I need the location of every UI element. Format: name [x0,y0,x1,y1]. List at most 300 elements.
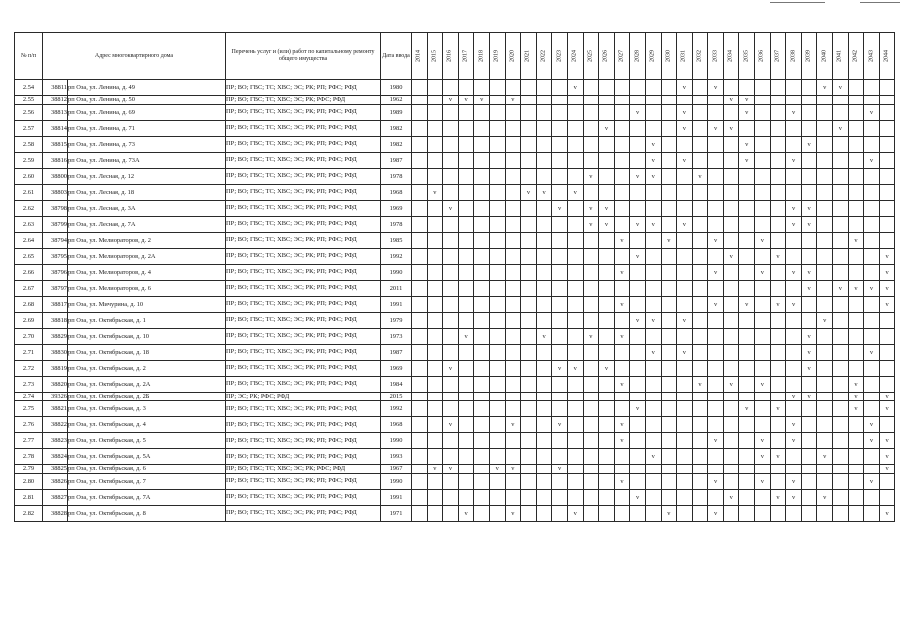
year-cell-2038 [786,152,802,168]
year-cell-2042 [848,264,864,280]
planned-mark: v [651,316,655,324]
header-year-2041 [833,33,849,80]
year-label: 2036 [758,50,765,62]
year-cell-2021 [521,232,537,248]
year-cell-2028 [630,168,646,184]
year-cell-2020 [505,232,521,248]
house-address: рп Оза, ул. Октябрьская, д. 7А [68,489,226,505]
year-cell-2026 [599,168,615,184]
year-cell-2041 [833,465,849,474]
year-cell-2016 [443,449,459,465]
year-cell-2020 [505,96,521,105]
year-cell-2017 [458,280,474,296]
planned-mark: v [838,124,842,132]
year-cell-2015 [427,200,443,216]
year-cell-2026 [599,392,615,401]
year-cell-2015 [427,248,443,264]
year-cell-2014 [412,248,428,264]
year-cell-2040 [817,248,833,264]
works-list: ПР; ВО; ГВС; ТС; ХВС; ЭС; РК; РП; РФС; РФД [226,417,381,433]
planned-mark: v [620,300,624,308]
year-cell-2017 [458,216,474,232]
year-cell-2033 [708,232,724,248]
year-cell-2033 [708,152,724,168]
year-cell-2044 [879,360,895,376]
year-cell-2014 [412,96,428,105]
header-address: Адрес многоквартирного дома [43,33,226,80]
year-cell-2022 [536,473,552,489]
year-label: 2020 [509,50,516,62]
year-cell-2025 [583,248,599,264]
year-cell-2041 [833,360,849,376]
year-cell-2031 [677,312,693,328]
year-cell-2017 [458,248,474,264]
year-label: 2027 [618,50,625,62]
year-cell-2037 [770,216,786,232]
house-address: рп Оза, ул. Октябрьская, д. 4 [68,417,226,433]
year-cell-2026 [599,489,615,505]
works-list: ПР; ВО; ГВС; ТС; ХВС; ЭС; РК; РП; РФС; РФД [226,104,381,120]
year-cell-2018 [474,465,490,474]
year-cell-2029 [645,184,661,200]
year-cell-2044 [879,433,895,449]
year-cell-2039 [801,136,817,152]
year-cell-2044 [879,280,895,296]
year-cell-2029 [645,360,661,376]
year-cell-2030 [661,168,677,184]
year-cell-2030 [661,120,677,136]
year-cell-2038 [786,96,802,105]
year-cell-2041 [833,401,849,417]
year-cell-2031 [677,136,693,152]
planned-mark: v [791,493,796,501]
year-cell-2033 [708,248,724,264]
planned-mark: v [573,84,577,91]
planned-mark: v [807,204,811,212]
planned-mark: v [869,477,874,485]
year-cell-2031 [677,216,693,232]
year-cell-2021 [521,505,537,521]
year-cell-2038 [786,465,802,474]
year-cell-2014 [412,280,428,296]
row-number: 2.81 [15,489,43,505]
year-label: 2025 [587,50,594,62]
year-cell-2027 [614,489,630,505]
year-cell-2022 [536,168,552,184]
planned-mark: v [823,316,827,324]
year-cell-2041 [833,96,849,105]
year-cell-2035 [739,465,755,474]
year-cell-2031 [677,168,693,184]
year-cell-2030 [661,184,677,200]
year-cell-2020 [505,168,521,184]
year-cell-2024 [567,136,583,152]
year-cell-2043 [864,168,880,184]
planned-mark: v [651,453,655,460]
year-cell-2020 [505,328,521,344]
year-built: 1991 [381,489,412,505]
year-cell-2036 [755,80,771,96]
year-cell-2033 [708,417,724,433]
year-cell-2032 [692,392,708,401]
year-cell-2039 [801,328,817,344]
house-address: рп Оза, ул. Октябрьская, д. 18 [68,344,226,360]
year-cell-2035 [739,248,755,264]
year-cell-2027 [614,465,630,474]
year-cell-2031 [677,96,693,105]
year-cell-2020 [505,360,521,376]
year-cell-2024 [567,184,583,200]
year-cell-2014 [412,449,428,465]
year-cell-2019 [489,96,505,105]
year-label: 2041 [836,50,843,62]
year-cell-2026 [599,376,615,392]
year-label: 2043 [868,50,875,62]
year-cell-2037 [770,296,786,312]
year-cell-2029 [645,392,661,401]
planned-mark: v [791,300,796,308]
year-cell-2044 [879,104,895,120]
year-cell-2022 [536,152,552,168]
year-cell-2042 [848,505,864,521]
planned-mark: v [776,453,780,460]
year-cell-2025 [583,232,599,248]
year-cell-2037 [770,473,786,489]
planned-mark: v [448,96,453,104]
year-cell-2022 [536,360,552,376]
house-address: рп Оза, ул. Октябрьская, д. 10 [68,328,226,344]
year-cell-2037 [770,248,786,264]
year-cell-2029 [645,401,661,417]
house-id: 38811 [43,80,68,96]
year-cell-2028 [630,505,646,521]
year-cell-2042 [848,449,864,465]
year-cell-2042 [848,152,864,168]
year-built: 1971 [381,505,412,521]
planned-mark: v [729,96,733,104]
year-cell-2016 [443,96,459,105]
year-cell-2039 [801,120,817,136]
year-cell-2033 [708,120,724,136]
year-label: 2030 [665,50,672,62]
house-id: 38823 [43,433,68,449]
planned-mark: v [620,380,624,388]
year-cell-2025 [583,104,599,120]
year-cell-2014 [412,392,428,401]
year-cell-2042 [848,120,864,136]
year-cell-2023 [552,168,568,184]
year-cell-2024 [567,248,583,264]
year-cell-2016 [443,232,459,248]
year-cell-2027 [614,200,630,216]
year-built: 1978 [381,216,412,232]
year-cell-2015 [427,449,443,465]
planned-mark: v [464,509,468,517]
year-label: 2026 [602,50,609,62]
year-cell-2027 [614,401,630,417]
year-cell-2023 [552,216,568,232]
year-cell-2016 [443,312,459,328]
year-cell-2034 [723,465,739,474]
year-cell-2027 [614,216,630,232]
house-address: рп Оза, ул. Лесная, д. 12 [68,168,226,184]
year-cell-2026 [599,264,615,280]
year-cell-2018 [474,80,490,96]
year-cell-2022 [536,280,552,296]
house-id: 38827 [43,489,68,505]
year-cell-2014 [412,417,428,433]
year-cell-2043 [864,312,880,328]
year-cell-2038 [786,473,802,489]
header-year-2035 [739,33,755,80]
house-id: 38794 [43,232,68,248]
year-cell-2031 [677,449,693,465]
house-address: рп Оза, ул. Ленина, д. 73 [68,136,226,152]
year-cell-2024 [567,168,583,184]
planned-mark: v [838,84,842,91]
row-number: 2.77 [15,433,43,449]
works-list: ПР; ВО; ГВС; ТС; ХВС; ЭС; РК; РП; РФС; РФД [226,232,381,248]
year-cell-2038 [786,136,802,152]
planned-mark: v [760,268,764,276]
year-cell-2018 [474,433,490,449]
table-body [15,80,895,522]
year-cell-2019 [489,376,505,392]
year-cell-2043 [864,473,880,489]
year-cell-2017 [458,376,474,392]
year-cell-2014 [412,152,428,168]
planned-mark: v [791,421,796,428]
planned-mark: v [667,509,671,517]
planned-mark: v [620,477,624,485]
header-year-2044 [879,33,895,80]
year-cell-2030 [661,248,677,264]
year-cell-2025 [583,296,599,312]
year-cell-2041 [833,280,849,296]
year-built: 1967 [381,465,412,474]
year-cell-2016 [443,168,459,184]
year-cell-2022 [536,184,552,200]
year-cell-2025 [583,376,599,392]
year-cell-2030 [661,136,677,152]
year-cell-2027 [614,184,630,200]
year-cell-2020 [505,376,521,392]
year-cell-2019 [489,216,505,232]
year-cell-2025 [583,216,599,232]
year-cell-2032 [692,184,708,200]
year-cell-2033 [708,280,724,296]
table-row [15,120,895,136]
year-cell-2036 [755,248,771,264]
house-id: 38830 [43,344,68,360]
works-list: ПР; ВО; ГВС; ТС; ХВС; ЭС; РК; РП; РФС; РФД [226,489,381,505]
year-cell-2033 [708,505,724,521]
year-cell-2043 [864,433,880,449]
year-cell-2040 [817,473,833,489]
year-cell-2036 [755,312,771,328]
year-cell-2043 [864,152,880,168]
year-cell-2042 [848,376,864,392]
planned-mark: v [542,332,546,340]
year-cell-2035 [739,136,755,152]
year-cell-2040 [817,200,833,216]
year-cell-2041 [833,505,849,521]
year-cell-2033 [708,216,724,232]
year-label: 2033 [712,50,719,62]
year-cell-2026 [599,280,615,296]
planned-mark: v [651,140,655,148]
year-cell-2030 [661,401,677,417]
year-cell-2030 [661,473,677,489]
header-year-2023 [552,33,568,80]
year-cell-2035 [739,168,755,184]
year-cell-2015 [427,152,443,168]
year-cell-2025 [583,120,599,136]
year-cell-2036 [755,96,771,105]
year-cell-2035 [739,296,755,312]
planned-mark: v [558,421,562,428]
year-cell-2040 [817,168,833,184]
house-id: 38825 [43,465,68,474]
house-id: 38795 [43,248,68,264]
year-cell-2036 [755,449,771,465]
year-cell-2036 [755,136,771,152]
year-label: 2016 [446,50,453,62]
year-cell-2018 [474,505,490,521]
header-year-2026 [599,33,615,80]
year-cell-2035 [739,417,755,433]
planned-mark: v [713,124,718,132]
planned-mark: v [511,96,515,104]
year-cell-2026 [599,232,615,248]
year-cell-2019 [489,433,505,449]
house-id: 38797 [43,280,68,296]
year-cell-2034 [723,104,739,120]
year-cell-2026 [599,96,615,105]
house-id: 38826 [43,473,68,489]
year-cell-2024 [567,312,583,328]
year-cell-2029 [645,417,661,433]
row-number: 2.73 [15,376,43,392]
header-number: № п/п [15,33,43,80]
year-cell-2040 [817,465,833,474]
year-cell-2033 [708,312,724,328]
year-built: 1993 [381,449,412,465]
year-cell-2036 [755,216,771,232]
year-cell-2044 [879,136,895,152]
year-cell-2018 [474,168,490,184]
year-cell-2034 [723,168,739,184]
year-cell-2044 [879,401,895,417]
year-cell-2035 [739,232,755,248]
house-address: рп Оза, ул. Ленина, д. 73А [68,152,226,168]
year-cell-2035 [739,120,755,136]
year-cell-2037 [770,344,786,360]
year-cell-2018 [474,104,490,120]
year-cell-2040 [817,96,833,105]
year-cell-2028 [630,216,646,232]
year-cell-2031 [677,328,693,344]
year-cell-2017 [458,505,474,521]
year-cell-2018 [474,392,490,401]
house-id: 38800 [43,168,68,184]
year-cell-2036 [755,168,771,184]
table-row [15,104,895,120]
year-cell-2032 [692,417,708,433]
year-cell-2026 [599,505,615,521]
works-list: ПР; ВО; ГВС; ТС; ХВС; ЭС; РК; РФС; РФД [226,465,381,474]
year-cell-2031 [677,104,693,120]
row-number: 2.54 [15,80,43,96]
year-cell-2019 [489,505,505,521]
year-cell-2016 [443,152,459,168]
year-cell-2033 [708,489,724,505]
house-id: 38803 [43,184,68,200]
year-cell-2024 [567,473,583,489]
year-cell-2024 [567,328,583,344]
header-year-2015 [427,33,443,80]
year-cell-2021 [521,473,537,489]
year-cell-2033 [708,264,724,280]
header-works: Перечень услуг и (или) работ по капитальному ремонту общего имущества [226,33,381,80]
year-cell-2035 [739,392,755,401]
year-cell-2040 [817,360,833,376]
row-number: 2.67 [15,280,43,296]
year-cell-2040 [817,152,833,168]
planned-mark: v [713,437,718,444]
year-cell-2014 [412,376,428,392]
year-cell-2015 [427,328,443,344]
planned-mark: v [729,493,733,501]
year-cell-2039 [801,280,817,296]
year-cell-2035 [739,184,755,200]
year-cell-2024 [567,216,583,232]
year-cell-2027 [614,433,630,449]
year-cell-2029 [645,104,661,120]
year-cell-2020 [505,505,521,521]
header-year-2036 [755,33,771,80]
year-cell-2035 [739,264,755,280]
works-list: ПР; ВО; ГВС; ТС; ХВС; ЭС; РК; РП; РФС; РФД [226,401,381,417]
year-cell-2022 [536,80,552,96]
planned-mark: v [682,220,686,228]
year-cell-2042 [848,465,864,474]
year-cell-2031 [677,376,693,392]
year-cell-2043 [864,392,880,401]
year-cell-2023 [552,80,568,96]
planned-mark: v [495,465,499,473]
year-cell-2031 [677,401,693,417]
year-cell-2017 [458,433,474,449]
year-cell-2030 [661,328,677,344]
year-cell-2039 [801,433,817,449]
year-cell-2023 [552,505,568,521]
year-cell-2032 [692,168,708,184]
year-cell-2024 [567,417,583,433]
year-cell-2042 [848,280,864,296]
year-cell-2018 [474,344,490,360]
year-cell-2038 [786,120,802,136]
year-cell-2023 [552,360,568,376]
header-year-2024 [567,33,583,80]
year-cell-2034 [723,200,739,216]
header-year-2014 [412,33,428,80]
year-cell-2015 [427,280,443,296]
year-label: 2038 [790,50,797,62]
year-cell-2028 [630,264,646,280]
year-cell-2043 [864,417,880,433]
house-address: рп Оза, ул. Октябрьская, д. 2Б [68,392,226,401]
